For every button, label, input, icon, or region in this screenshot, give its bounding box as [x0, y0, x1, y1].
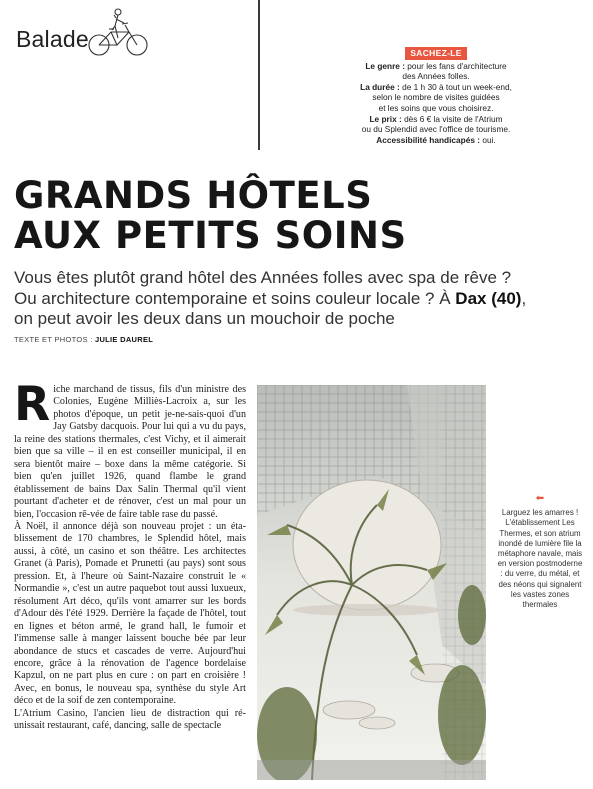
title-line-2: AUX PETITS SOINS — [14, 214, 407, 257]
photo-caption: ⬅ Larguez les amarres ! L'établissement Les Thermes, et son atrium inondé de lumière file la métaphore navale, mais en version postmoderne : du verre, du métal, et des néons qui signalent les vastes zones thermales — [497, 493, 583, 610]
info-line: Le prix : dès 6 € la visite de l'Atrium — [369, 113, 503, 124]
info-line: Accessibilité handicapés : oui. — [376, 134, 496, 145]
location-highlight: Dax (40) — [455, 288, 522, 308]
article-body — [14, 377, 246, 733]
info-tag: SACHEZ-LE — [405, 47, 466, 60]
section-rubric: Balade — [16, 26, 89, 52]
title-line-1: GRANDS HÔTELS — [14, 174, 373, 217]
bicycle-illustration — [85, 8, 153, 58]
paragraph: L'Atrium Casino, l'ancien lieu de distraction qui ré-unissait restaurant, café, dancing, salle de spectacle — [14, 707, 246, 732]
info-line: selon le nombre de visites guidées — [372, 92, 500, 103]
byline: TEXTE ET PHOTOS : JULIE DAUREL — [14, 335, 154, 344]
arrow-left-icon: ⬅ — [535, 493, 545, 504]
info-line: ou du Splendid avec l'office de tourisme. — [361, 124, 511, 135]
info-line: Le genre : pour les fans d'architecture — [365, 60, 507, 71]
column-divider — [258, 0, 260, 150]
article-title — [14, 176, 407, 256]
info-line: La durée : de 1 h 30 à tout un week-end, — [360, 81, 512, 92]
info-box — [316, 47, 556, 145]
atrium-photo — [257, 385, 486, 780]
author-name: JULIE DAUREL — [94, 335, 154, 344]
drop-cap: R — [14, 377, 51, 432]
article-standfirst: Vous êtes plutôt grand hôtel des Années folles avec spa de rêve ? Ou architecture contemporaine et soins couleur locale ? À Dax (40), on peut avoir les deux dans un mouchoir de poche — [14, 268, 527, 328]
paragraph: Riche marchand de tissus, fils d'un ministre des Colonies, Eugène Milliès-Lacroix a, sur les photos d'époque, un petit je-ne-sais-quoi d'un Jay Gatsby dacquois. Pour lui qui a vu du pays, la reine des stations thermales, c'est Vichy, et il aimerait bien que sa ville – il en est conseiller municipal, il en sera bientôt maire – boxe dans la même catégorie. Si bien qu'en juillet 1926, quand flambe le grand établissement de bains Dax Salin Thermal qu'il vient pourtant d'acheter et de rénover, c'est un mal pour un bien, l'occasion rê-vée de faire table rase du passé. — [14, 377, 246, 520]
info-line: des Années folles. — [402, 71, 470, 82]
info-line: et les soins que vous choisirez. — [378, 102, 494, 113]
paragraph: À Noël, il annonce déjà son nouveau projet : un éta-blissement de 170 chambres, le Splendid hôtel, mais aussi, à côté, un casino et son théâtre. Les architectes Granet (à Paris), Pomade et Prunetti (au pays) sont sous pression. Et, à l'heure où Saint-Nazaire construit le « Normandie », c'est un autre paquebot tout aussi luxueux, résolument Art déco, qu'ils vont amarrer sur les bords d'Adour dès l'été 1929. Derrière la façade de l'hôtel, tout en lignes et béton armé, le grand hall, le fumoir et l'immense salle à manger laissent bouche bée par leur abondance de stucs et cascades de verre. Aujourd'hui encore, grâce à la rénovation de l'agence bordelaise Kapzul, on ne part plus en cure : on part en croisière ! Avec, en bonus, le nouveau spa, synthèse du style Art déco et de la soif de zen contemporaine. — [14, 520, 246, 707]
